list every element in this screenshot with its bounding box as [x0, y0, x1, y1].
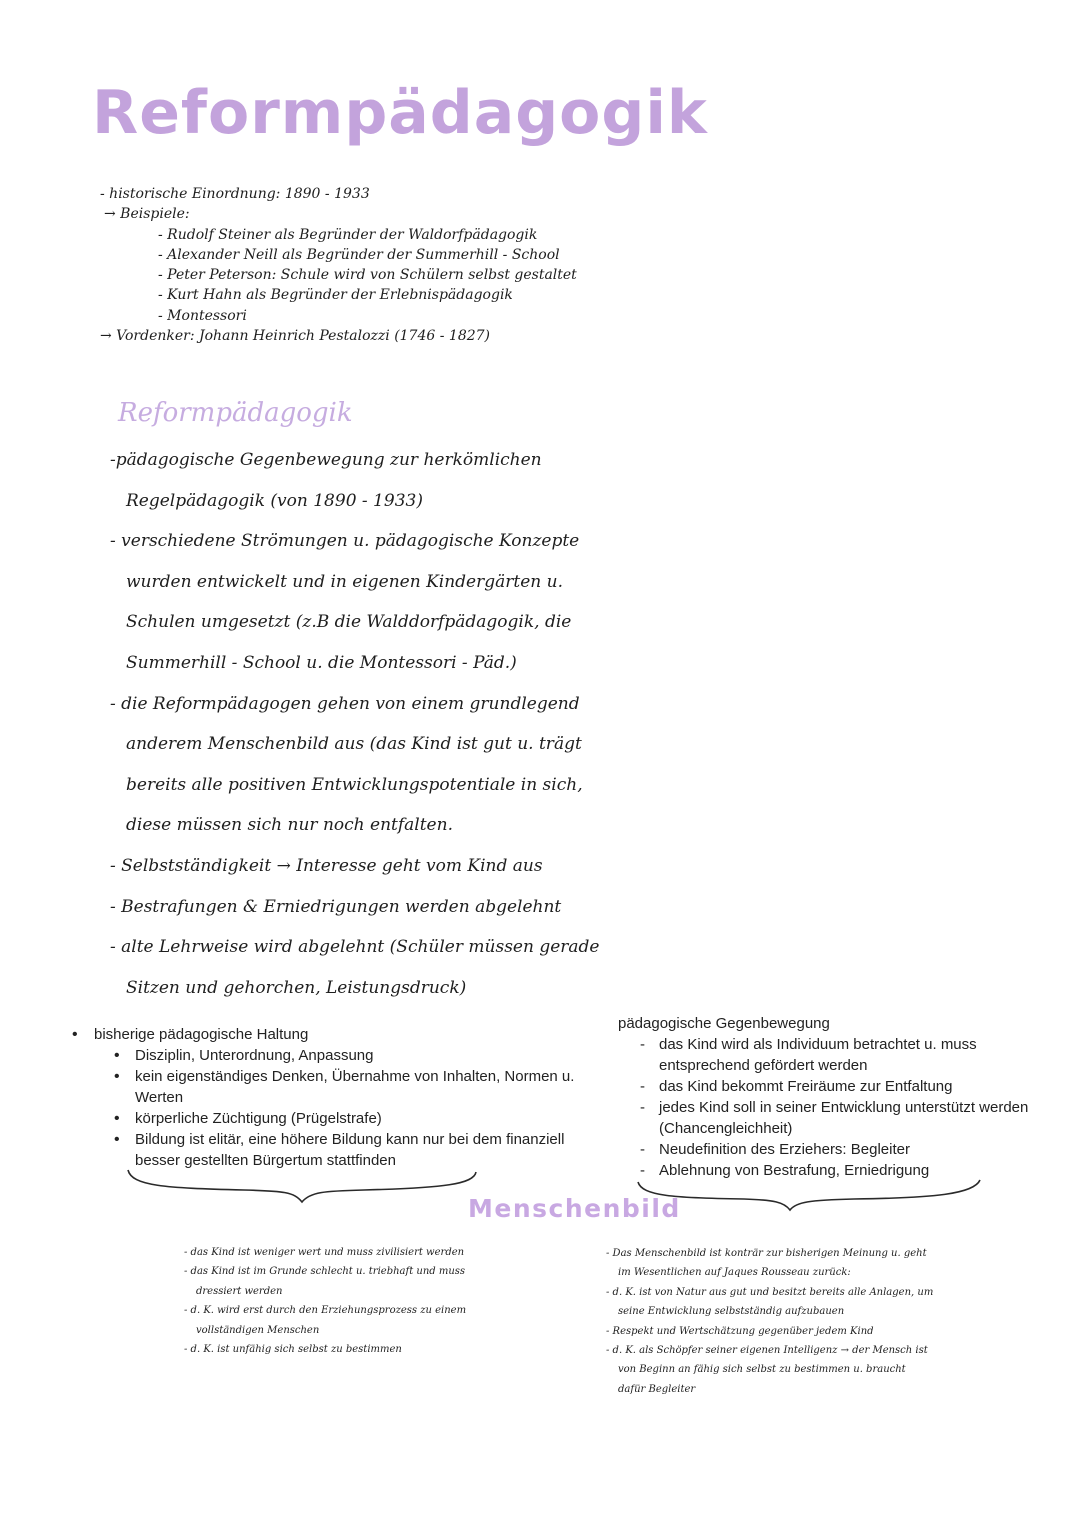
- example-item: - Alexander Neill als Begründer der Summerhill - School: [158, 246, 560, 263]
- new-image-of-man-notes: [606, 1244, 933, 1399]
- intro-line: → Beispiele:: [104, 206, 190, 223]
- intro-line: - historische Einordnung: 1890 - 1933: [100, 186, 370, 202]
- note-line: Schulen umgesetzt (z.B die Walddorfpädagogik, die: [126, 612, 572, 633]
- note-line: dafür Begleiter: [618, 1383, 696, 1395]
- previous-attitude-list: [70, 1024, 590, 1171]
- note-line: - d. K. ist unfähig sich selbst zu bestimmen: [184, 1344, 402, 1356]
- menschenbild-heading: Menschenbild: [468, 1194, 681, 1223]
- note-line: bereits alle positiven Entwicklungspotentiale in sich,: [126, 774, 583, 795]
- forerunner-line: → Vordenker: Johann Heinrich Pestalozzi (1746 - 1827): [100, 328, 491, 345]
- note-line: Sitzen und gehorchen, Leistungsdruck): [126, 977, 467, 998]
- note-line: - verschiedene Strömungen u. pädagogische Konzepte: [110, 531, 580, 552]
- note-line: vollständigen Menschen: [196, 1324, 320, 1336]
- list-heading: pädagogische Gegenbewegung: [618, 1015, 830, 1032]
- note-line: - d. K. als Schöpfer seiner eigenen Intelligenz → der Mensch ist: [606, 1345, 928, 1357]
- list-item: - Ablehnung von Bestrafung, Erniedrigung: [618, 1160, 1058, 1181]
- intro-notes: [100, 184, 577, 346]
- section-notes: [110, 440, 600, 1008]
- note-line: - die Reformpädagogen gehen von einem grundlegend: [110, 693, 580, 714]
- note-line: Regelpädagogik (von 1890 - 1933): [126, 490, 423, 511]
- right-brace: [634, 1176, 986, 1216]
- note-line: - Bestrafungen & Erniedrigungen werden abgelehnt: [110, 896, 562, 917]
- note-line: dressiert werden: [196, 1285, 283, 1297]
- example-item: - Montessori: [158, 307, 247, 324]
- note-line: von Beginn an fähig sich selbst zu bestimmen u. braucht: [618, 1364, 906, 1376]
- example-item: - Kurt Hahn als Begründer der Erlebnispädagogik: [158, 287, 513, 304]
- note-line: - d. K. ist von Natur aus gut und besitzt bereits alle Anlagen, um: [606, 1286, 934, 1298]
- note-line: seine Entwicklung selbstständig aufzubauen: [618, 1306, 845, 1318]
- old-image-of-man-notes: [184, 1243, 466, 1359]
- note-line: - das Kind ist weniger wert und muss zivilisiert werden: [184, 1247, 465, 1258]
- list-heading: • bisherige pädagogische Haltung: [70, 1024, 590, 1045]
- page-title: Reformpädagogik: [92, 78, 708, 148]
- example-item: - Peter Peterson: Schule wird von Schülern selbst gestaltet: [158, 267, 577, 284]
- note-line: - Selbstständigkeit → Interesse geht vom Kind aus: [110, 855, 543, 876]
- section-title: Reformpädagogik: [118, 398, 353, 428]
- list-item: • Bildung ist elitär, eine höhere Bildung kann nur bei dem finanziell besser gestellten Bürgertum stattfinden: [70, 1129, 590, 1171]
- note-line: - Das Menschenbild ist konträr zur bisherigen Meinung u. geht: [606, 1248, 927, 1259]
- list-item: • Disziplin, Unterordnung, Anpassung: [70, 1045, 590, 1066]
- note-line: - Respekt und Wertschätzung gegenüber jedem Kind: [606, 1325, 874, 1337]
- note-line: - alte Lehrweise wird abgelehnt (Schüler müssen gerade: [110, 937, 600, 958]
- list-item: • kein eigenständiges Denken, Übernahme von Inhalten, Normen u. Werten: [70, 1066, 590, 1108]
- list-item: - Neudefinition des Erziehers: Begleiter: [618, 1139, 1058, 1160]
- list-item: - das Kind bekommt Freiräume zur Entfaltung: [618, 1076, 1058, 1097]
- counter-movement-list: [618, 1013, 1058, 1181]
- note-line: im Wesentlichen auf Jaques Rousseau zurück:: [618, 1267, 851, 1279]
- note-line: Summerhill - School u. die Montessori - Päd.): [126, 652, 517, 673]
- left-brace: [124, 1164, 484, 1206]
- list-item: - das Kind wird als Individuum betrachtet u. muss entsprechend gefördert werden: [618, 1034, 1058, 1076]
- list-item: - jedes Kind soll in seiner Entwicklung unterstützt werden (Chancengleichheit): [618, 1097, 1058, 1139]
- note-line: anderem Menschenbild aus (das Kind ist gut u. trägt: [126, 734, 582, 755]
- note-line: wurden entwickelt und in eigenen Kindergärten u.: [126, 571, 563, 592]
- note-line: - d. K. wird erst durch den Erziehungsprozess zu einem: [184, 1305, 467, 1317]
- note-line: diese müssen sich nur noch entfalten.: [126, 815, 453, 836]
- list-item: • körperliche Züchtigung (Prügelstrafe): [70, 1108, 590, 1129]
- note-line: -pädagogische Gegenbewegung zur herkömlichen: [110, 450, 542, 470]
- note-line: - das Kind ist im Grunde schlecht u. triebhaft und muss: [184, 1266, 466, 1278]
- example-item: - Rudolf Steiner als Begründer der Waldorfpädagogik: [158, 226, 538, 243]
